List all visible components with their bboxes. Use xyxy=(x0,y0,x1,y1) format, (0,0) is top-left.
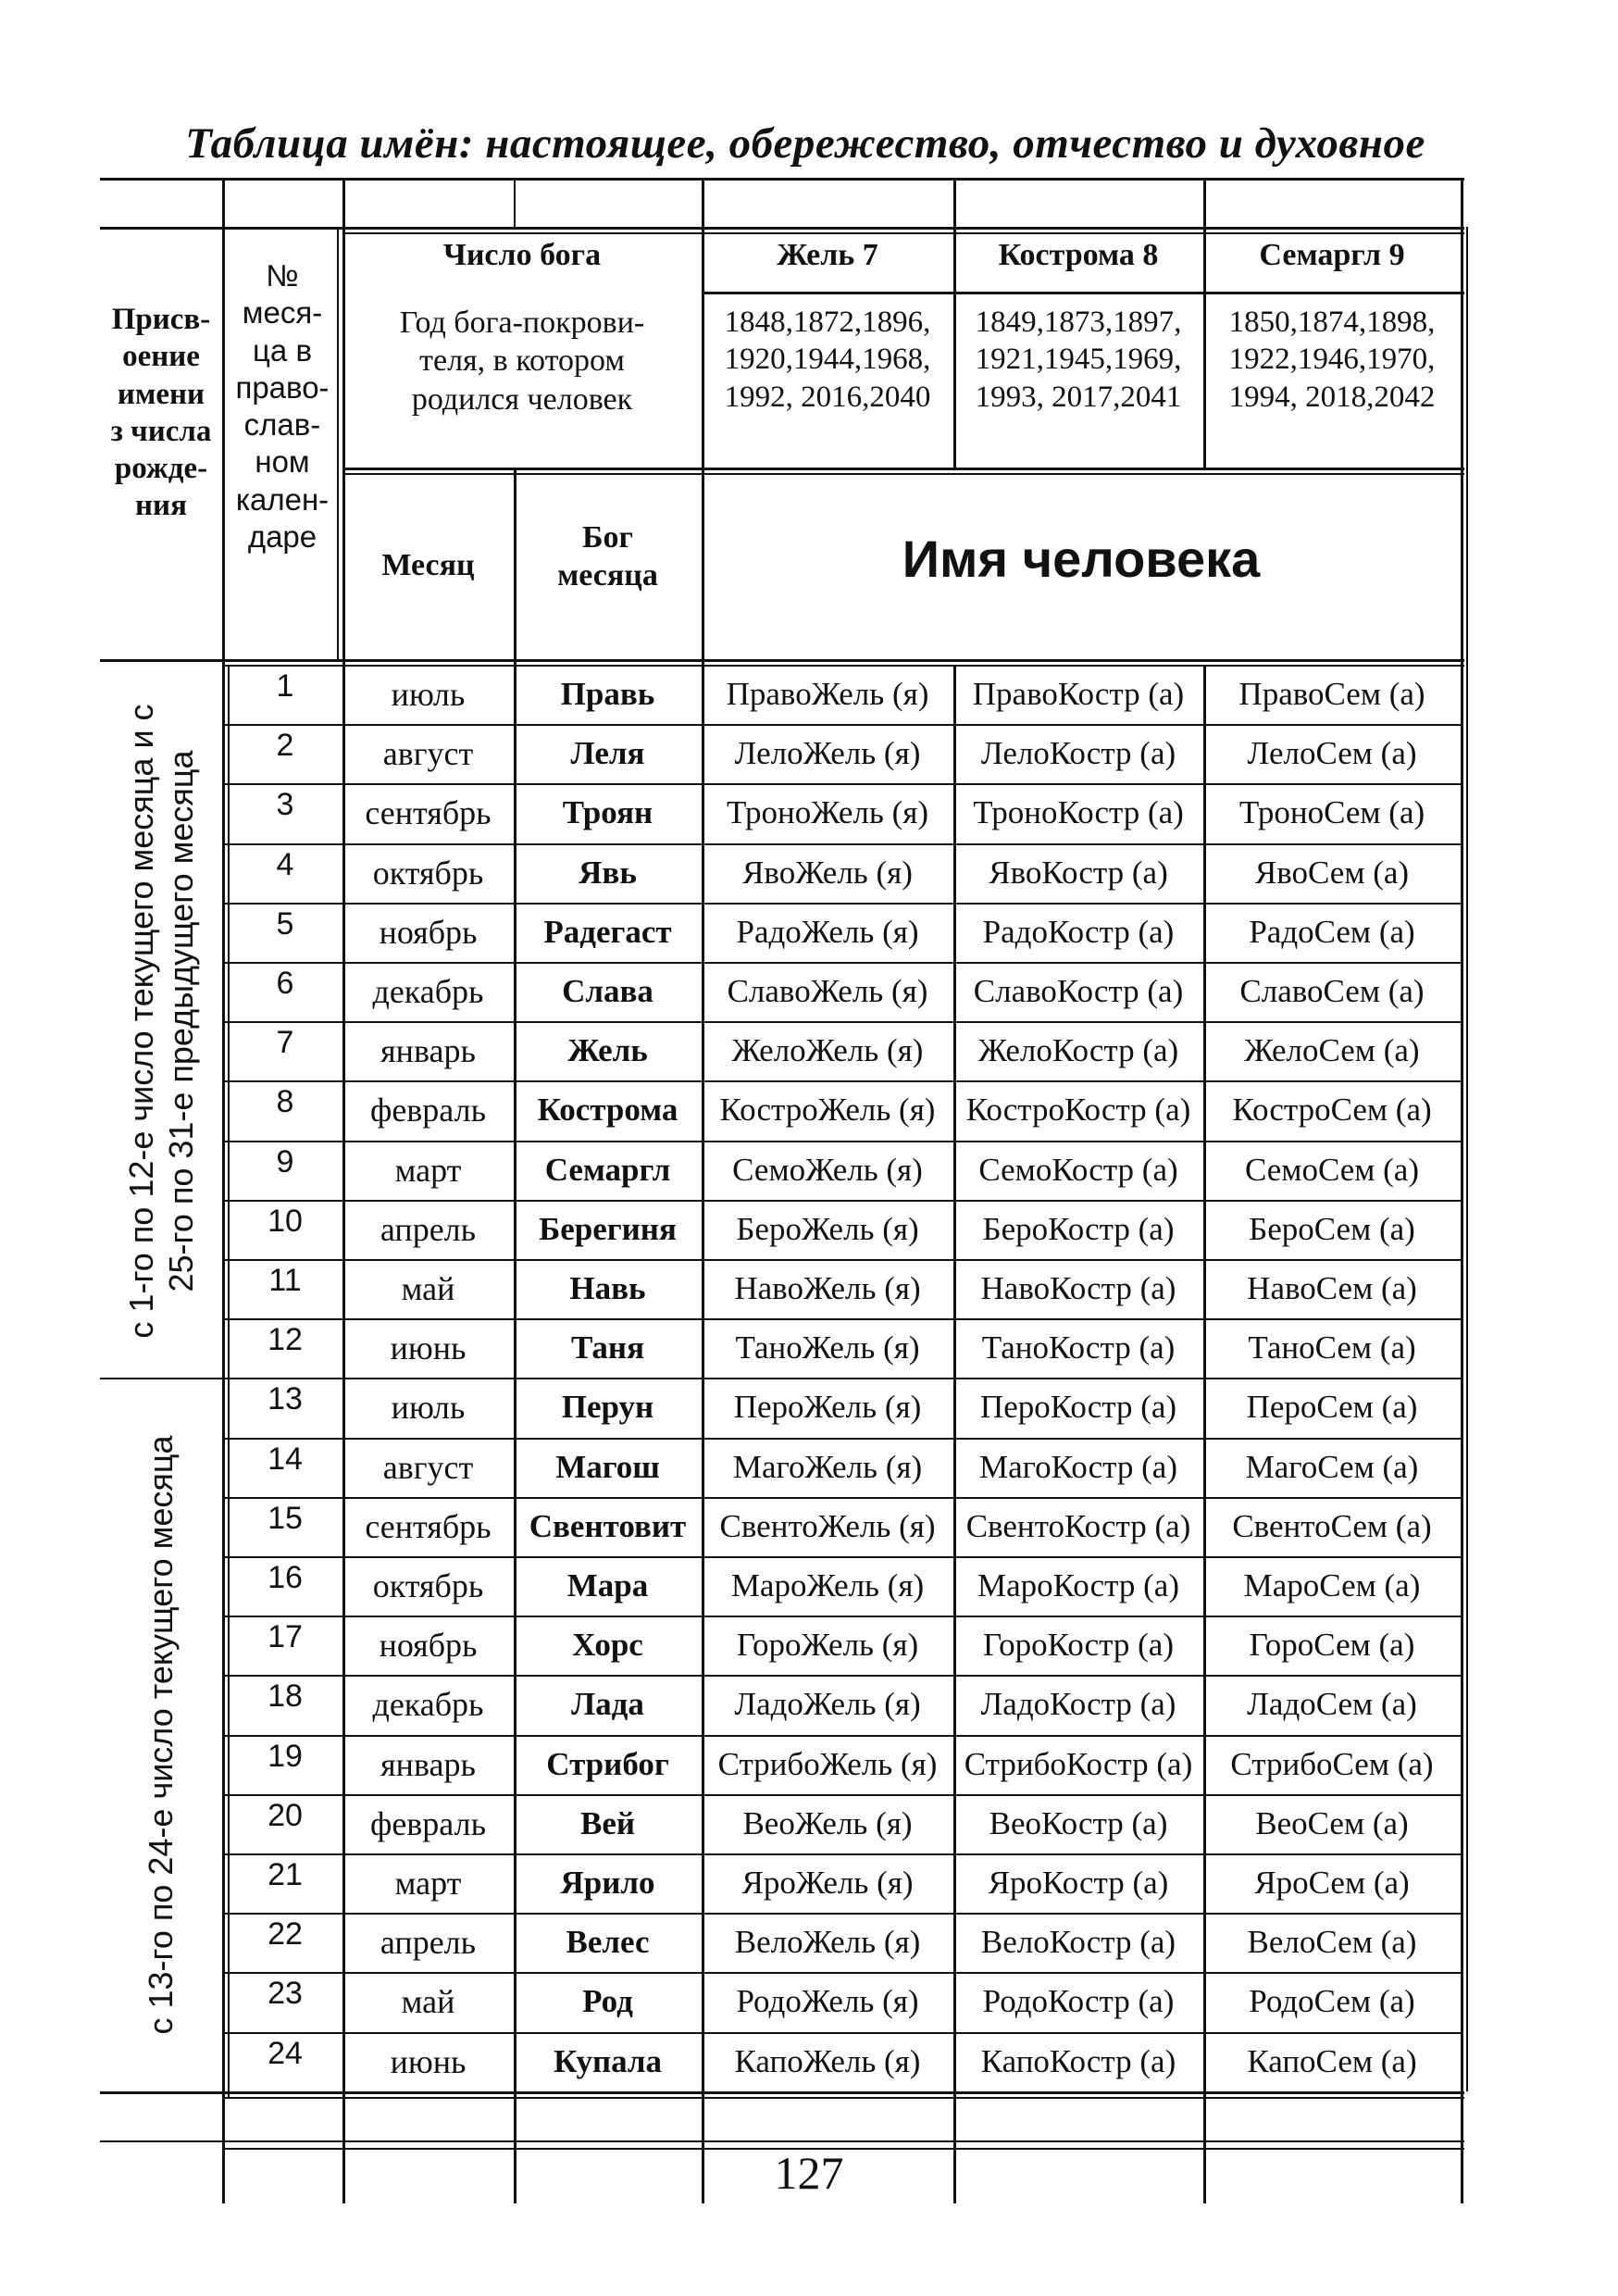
table-rule xyxy=(222,1021,1461,1023)
name-semargl-cell: ГороСем (а) xyxy=(1249,1627,1415,1664)
name-kostroma-cell: СвентоКостр (а) xyxy=(965,1507,1191,1544)
header-text-line: з числа xyxy=(110,414,212,448)
table-rule xyxy=(1203,665,1206,2203)
name-semargl-cell: РодоСем (а) xyxy=(1249,1983,1415,2020)
month-number-cell: 13 xyxy=(268,1381,303,1417)
header-text-line: Присв- xyxy=(111,303,211,336)
month-god-cell: Вей xyxy=(579,1804,636,1841)
person-name-header: Имя человека xyxy=(902,530,1261,588)
month-cell: октябрь xyxy=(372,1567,484,1605)
table-rule xyxy=(1461,178,1463,2203)
header-text-line: 1849,1873,1897, xyxy=(975,306,1182,339)
month-header: Месяц xyxy=(381,548,475,582)
month-cell: июнь xyxy=(390,1329,467,1367)
page-title: Таблица имён: настоящее, обережество, отчество и духовное xyxy=(185,119,1425,168)
month-god-cell: Таня xyxy=(570,1329,645,1366)
month-number-cell: 11 xyxy=(268,1263,302,1298)
name-kostroma-cell: РадоКостр (а) xyxy=(982,913,1175,950)
header-text-line: 1922,1946,1970, xyxy=(1228,343,1436,377)
table-rule xyxy=(222,2097,1464,2099)
month-number-cell: 8 xyxy=(276,1084,294,1120)
table-rule xyxy=(702,178,704,2203)
name-kostroma-cell: СлавоКостр (а) xyxy=(973,973,1184,1010)
table-rule xyxy=(1203,178,1206,468)
month-number-cell: 22 xyxy=(268,1916,303,1953)
table-rule xyxy=(222,903,1461,905)
header-text-line: 1993, 2017,2041 xyxy=(975,380,1182,414)
table-rule xyxy=(222,783,1461,785)
name-zhel-cell: РадоЖель (я) xyxy=(736,913,919,950)
month-cell: август xyxy=(382,1448,474,1486)
month-cell: октябрь xyxy=(372,854,484,892)
month-number-cell: 7 xyxy=(276,1025,294,1061)
month-god-cell: Магош xyxy=(555,1448,660,1485)
month-god-cell: Ярило xyxy=(560,1865,655,1902)
name-semargl-cell: МароСем (а) xyxy=(1243,1567,1421,1604)
name-kostroma-cell: ЛадоКостр (а) xyxy=(980,1686,1176,1723)
month-number-header xyxy=(222,257,342,555)
month-god-cell: Семаргл xyxy=(544,1151,671,1188)
name-zhel-cell: ТроноЖель (я) xyxy=(727,794,928,831)
page-number: 127 xyxy=(774,2147,844,2199)
name-kostroma-cell: ТаноКостр (а) xyxy=(981,1329,1176,1366)
table-rule xyxy=(222,1497,1461,1499)
month-number-cell: 6 xyxy=(276,966,294,1001)
header-text-line: кален- xyxy=(235,481,330,517)
header-text-line: оение xyxy=(122,340,200,374)
name-zhel-cell: МагоЖель (я) xyxy=(732,1448,923,1485)
table-rule xyxy=(342,178,345,2203)
table-rule xyxy=(1466,227,1468,2091)
table-rule xyxy=(514,178,516,227)
name-zhel-cell: ПравоЖель (я) xyxy=(726,676,929,713)
table-rule xyxy=(953,665,956,2203)
table-rule xyxy=(337,227,339,659)
god-years xyxy=(1203,304,1461,416)
month-cell: март xyxy=(394,1151,462,1189)
month-god-cell: Слава xyxy=(562,973,653,1010)
table-rule xyxy=(222,1318,1461,1320)
month-number-cell: 10 xyxy=(268,1203,303,1239)
table-rule xyxy=(222,1378,1461,1379)
month-god-cell: Явь xyxy=(579,854,637,891)
month-cell: февраль xyxy=(370,1092,486,1129)
month-number-cell: 20 xyxy=(268,1797,303,1833)
table-rule xyxy=(222,1438,1461,1440)
name-semargl-cell: СвентоСем (а) xyxy=(1232,1507,1432,1544)
side-label-second-block xyxy=(104,1378,218,2090)
name-kostroma-cell: СемоКостр (а) xyxy=(978,1151,1178,1188)
month-cell: май xyxy=(401,1983,455,2021)
table-rule xyxy=(222,843,1461,845)
header-text-line: даре xyxy=(247,518,317,554)
table-rule xyxy=(222,1556,1461,1558)
name-zhel-cell: ЖелоЖель (я) xyxy=(731,1032,924,1069)
side-label-line: с 13-го по 24-е число текущего месяца xyxy=(142,1435,180,2035)
header-text-line: 1992, 2016,2040 xyxy=(724,380,931,414)
header-text-line: меся- xyxy=(242,295,323,331)
name-zhel-cell: СемоЖель (я) xyxy=(732,1151,923,1188)
table-rule xyxy=(222,2032,1461,2034)
name-semargl-cell: ПероСем (а) xyxy=(1246,1389,1418,1426)
name-semargl-cell: ЛелоСем (а) xyxy=(1247,735,1417,772)
name-semargl-cell: ЯвоСем (а) xyxy=(1254,854,1410,891)
table-rule xyxy=(222,1259,1461,1261)
name-kostroma-cell: ПероКостр (а) xyxy=(979,1389,1177,1426)
month-god-cell: Стрибог xyxy=(546,1745,669,1782)
header-text-line: 1848,1872,1896, xyxy=(724,306,931,339)
name-zhel-cell: СлавоЖель (я) xyxy=(727,973,928,1010)
header-text-line: слав- xyxy=(243,407,321,442)
name-zhel-cell: ЯвоЖель (я) xyxy=(742,854,913,891)
table-rule xyxy=(222,1735,1461,1737)
table-rule xyxy=(222,178,225,2203)
header-text-line: месяца xyxy=(557,558,658,593)
name-zhel-cell: ЯроЖель (я) xyxy=(741,1865,914,1902)
name-zhel-cell: ЛелоЖель (я) xyxy=(734,735,921,772)
table-rule xyxy=(222,724,1461,726)
name-kostroma-cell: КапоКостр (а) xyxy=(980,2042,1176,2079)
month-number-cell: 5 xyxy=(276,905,294,942)
name-zhel-cell: СтрибоЖель (я) xyxy=(717,1745,938,1782)
name-kostroma-cell: МароКостр (а) xyxy=(977,1567,1179,1604)
month-god-cell: Троян xyxy=(562,794,653,831)
header-text-line: 1920,1944,1968, xyxy=(724,343,931,377)
month-god-cell: Кострома xyxy=(537,1092,678,1129)
name-kostroma-cell: СтрибоКостр (а) xyxy=(964,1745,1193,1782)
name-semargl-cell: ВеоСем (а) xyxy=(1255,1804,1409,1841)
month-cell: март xyxy=(394,1865,462,1903)
name-kostroma-cell: РодоКостр (а) xyxy=(982,1983,1175,2020)
month-cell: декабрь xyxy=(372,1686,484,1724)
month-god-cell: Свентовит xyxy=(529,1507,687,1544)
month-cell: июнь xyxy=(390,2042,467,2080)
name-zhel-cell: МароЖель (я) xyxy=(730,1567,925,1604)
month-god-cell: Велес xyxy=(566,1924,650,1961)
name-zhel-cell: ПероЖель (я) xyxy=(733,1389,922,1426)
name-zhel-cell: ВелоЖель (я) xyxy=(734,1924,921,1961)
name-zhel-cell: НавоЖель (я) xyxy=(734,1270,921,1307)
header-text-line: имени xyxy=(117,377,205,411)
name-zhel-cell: ВеоЖель (я) xyxy=(742,1804,913,1841)
month-cell: сентябрь xyxy=(365,794,492,832)
month-cell: апрель xyxy=(380,1210,477,1248)
table-rule xyxy=(100,2091,1464,2094)
table-rule xyxy=(702,292,1464,294)
table-rule xyxy=(342,232,1464,234)
table-rule xyxy=(222,1853,1461,1855)
table-rule xyxy=(222,665,1464,667)
table-rule xyxy=(100,178,1464,181)
name-semargl-cell: ЖелоСем (а) xyxy=(1244,1032,1420,1069)
name-kostroma-cell: МагоКостр (а) xyxy=(979,1448,1177,1485)
name-semargl-cell: СемоСем (а) xyxy=(1244,1151,1419,1188)
month-god-cell: Леля xyxy=(570,735,645,772)
name-kostroma-cell: ТроноКостр (а) xyxy=(973,794,1184,831)
table-rule xyxy=(100,1378,222,1379)
month-god-cell: Радегаст xyxy=(543,913,672,950)
month-number-cell: 17 xyxy=(268,1619,303,1655)
name-semargl-cell: ВелоСем (а) xyxy=(1247,1924,1417,1961)
name-semargl-cell: ЯроСем (а) xyxy=(1254,1865,1410,1902)
month-cell: июль xyxy=(391,676,466,714)
name-zhel-cell: РодоЖель (я) xyxy=(736,1983,919,2020)
month-number-cell: 9 xyxy=(276,1143,294,1179)
name-semargl-cell: ПравоСем (а) xyxy=(1238,676,1425,713)
table-rule xyxy=(100,2140,1464,2142)
month-god-cell: Правь xyxy=(560,676,655,713)
month-god-cell: Перун xyxy=(561,1389,654,1426)
table-rule xyxy=(222,962,1461,964)
month-cell: апрель xyxy=(380,1924,477,1962)
name-semargl-cell: СлавоСем (а) xyxy=(1239,973,1425,1010)
header-text-line: рожде- xyxy=(114,452,208,485)
month-number-cell: 24 xyxy=(268,2035,303,2071)
month-cell: февраль xyxy=(370,1804,486,1842)
god-years xyxy=(953,304,1203,416)
table-rule xyxy=(222,1200,1461,1202)
table-rule xyxy=(222,1080,1461,1082)
table-rule xyxy=(342,473,1464,475)
month-god-cell: Берегиня xyxy=(539,1210,677,1247)
header-text-line: право- xyxy=(235,369,330,405)
year-header xyxy=(342,304,702,418)
header-text-line: родился человек xyxy=(411,381,633,417)
assignment-header xyxy=(100,301,222,525)
month-cell: ноябрь xyxy=(379,1627,478,1665)
month-god-cell: Мара xyxy=(566,1567,649,1604)
month-number-cell: 19 xyxy=(268,1738,303,1774)
month-number-cell: 15 xyxy=(268,1500,303,1536)
header-text-line: ца в xyxy=(253,332,312,368)
side-label-first-block xyxy=(104,665,218,1378)
month-number-cell: 14 xyxy=(268,1441,303,1477)
month-god-cell: Купала xyxy=(553,2042,663,2079)
name-semargl-cell: ТроноСем (а) xyxy=(1238,794,1425,831)
side-label-line: с 1-го по 12-е число текущего месяца и с xyxy=(121,704,160,1339)
name-kostroma-cell: ЯвоКостр (а) xyxy=(989,854,1168,891)
month-number-cell: 16 xyxy=(268,1560,303,1595)
month-number-cell: 18 xyxy=(268,1678,303,1715)
name-zhel-cell: СвентоЖель (я) xyxy=(719,1507,936,1544)
name-kostroma-cell: ЛелоКостр (а) xyxy=(980,735,1176,772)
table-rule xyxy=(222,1616,1461,1617)
month-cell: январь xyxy=(380,1745,476,1783)
name-semargl-cell: НавоСем (а) xyxy=(1247,1270,1417,1307)
month-god-cell: Навь xyxy=(569,1270,646,1307)
month-god-header xyxy=(514,518,702,595)
name-semargl-cell: РадоСем (а) xyxy=(1249,913,1415,950)
god-column-header: Кострома 8 xyxy=(998,238,1159,272)
header-text-line: 1921,1945,1969, xyxy=(975,343,1182,377)
header-text-line: Бог xyxy=(582,520,633,555)
name-zhel-cell: КостроЖель (я) xyxy=(719,1092,936,1129)
table-rule xyxy=(100,659,1464,662)
table-rule xyxy=(222,1913,1461,1915)
month-number-cell: 12 xyxy=(268,1322,303,1358)
name-kostroma-cell: БероКостр (а) xyxy=(982,1210,1175,1247)
header-text-line: теля, в котором xyxy=(419,343,625,379)
month-god-cell: Лада xyxy=(571,1686,644,1723)
header-text-line: ния xyxy=(135,489,187,523)
name-kostroma-cell: ВеоКостр (а) xyxy=(989,1804,1168,1841)
name-kostroma-cell: НавоКостр (а) xyxy=(980,1270,1176,1307)
name-kostroma-cell: ВелоКостр (а) xyxy=(980,1924,1176,1961)
header-text-line: ном xyxy=(255,444,310,480)
month-god-cell: Жель xyxy=(567,1032,648,1069)
name-zhel-cell: ЛадоЖель (я) xyxy=(734,1686,921,1723)
table-rule xyxy=(228,665,230,2097)
month-number-cell: 21 xyxy=(268,1857,303,1892)
god-years xyxy=(702,304,953,416)
month-cell: декабрь xyxy=(372,973,484,1011)
month-number-cell: 23 xyxy=(268,1976,303,2012)
month-cell: январь xyxy=(380,1032,476,1070)
name-kostroma-cell: ЖелоКостр (а) xyxy=(977,1032,1179,1069)
side-label-line: 25-го по 31-е предыдущего месяца xyxy=(162,750,201,1292)
name-zhel-cell: ТаноЖель (я) xyxy=(735,1329,920,1366)
table-rule xyxy=(222,1141,1461,1142)
month-god-cell: Хорс xyxy=(572,1627,643,1664)
month-number-cell: 4 xyxy=(276,846,294,882)
name-semargl-cell: КапоСем (а) xyxy=(1247,2042,1417,2079)
name-semargl-cell: ЛадоСем (а) xyxy=(1247,1686,1417,1723)
name-semargl-cell: СтрибоСем (а) xyxy=(1230,1745,1434,1782)
god-column-header: Жель 7 xyxy=(777,238,878,272)
table-rule xyxy=(222,1794,1461,1796)
name-kostroma-cell: ЯроКостр (а) xyxy=(988,1865,1169,1902)
table-rule xyxy=(342,468,1464,470)
name-semargl-cell: ТаноСем (а) xyxy=(1248,1329,1416,1366)
name-kostroma-cell: ПравоКостр (а) xyxy=(972,676,1185,713)
name-zhel-cell: БероЖель (я) xyxy=(736,1210,919,1247)
header-text-line: Год бога-покрови- xyxy=(399,306,645,340)
month-cell: август xyxy=(382,735,474,773)
month-number-cell: 2 xyxy=(276,728,294,764)
header-text-line: 1994, 2018,2042 xyxy=(1228,380,1436,414)
god-column-header: Семаргл 9 xyxy=(1259,238,1405,272)
name-semargl-cell: БероСем (а) xyxy=(1249,1210,1415,1247)
table-rule xyxy=(222,1972,1461,1974)
table-rule xyxy=(953,178,956,468)
table-rule xyxy=(514,468,517,2203)
name-semargl-cell: МагоСем (а) xyxy=(1245,1448,1419,1485)
name-kostroma-cell: КостроКостр (а) xyxy=(965,1092,1191,1129)
name-kostroma-cell: ГороКостр (а) xyxy=(983,1627,1174,1664)
name-zhel-cell: КапоЖель (я) xyxy=(734,2042,921,2079)
header-text-line: 1850,1874,1898, xyxy=(1228,306,1436,339)
name-semargl-cell: КостроСем (а) xyxy=(1232,1092,1432,1129)
header-text-line: № xyxy=(266,258,299,293)
god-number-header: Число бога xyxy=(442,238,602,272)
month-cell: сентябрь xyxy=(365,1507,492,1545)
month-cell: ноябрь xyxy=(379,913,478,951)
month-god-cell: Род xyxy=(582,1983,633,2020)
month-cell: июль xyxy=(391,1389,466,1427)
month-number-cell: 3 xyxy=(276,787,294,823)
table-rule xyxy=(222,1675,1461,1677)
month-cell: май xyxy=(401,1270,455,1308)
month-number-cell: 1 xyxy=(276,668,294,704)
table-rule xyxy=(100,227,1464,230)
name-zhel-cell: ГороЖель (я) xyxy=(736,1627,919,1664)
